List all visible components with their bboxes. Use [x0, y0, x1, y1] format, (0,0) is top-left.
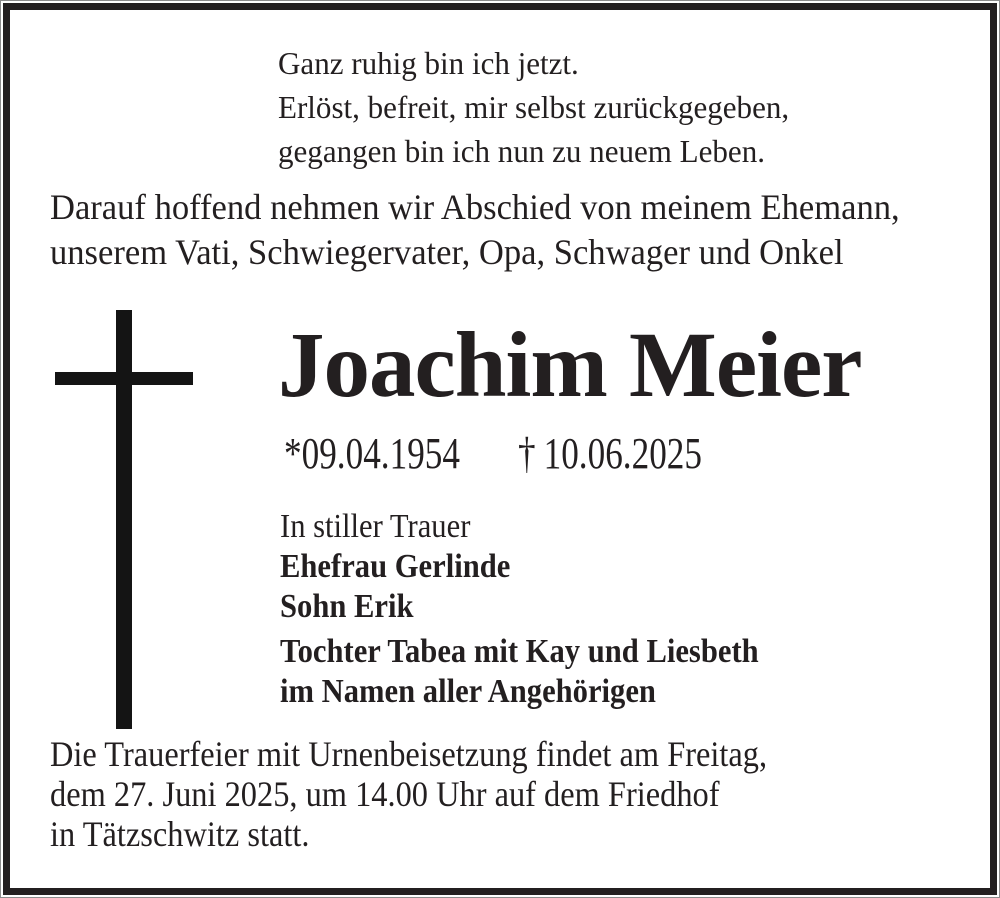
mourner-line: Sohn Erik [280, 588, 414, 625]
intro-line: Darauf hoffend nehmen wir Abschied von meinem Ehemann, [50, 187, 900, 227]
cross-horizontal-bar [55, 372, 193, 385]
funeral-info [50, 734, 767, 854]
deceased-name: Joachim Meier [278, 314, 862, 417]
birth-date-text: 09.04.1954 [301, 429, 460, 478]
poem-line: gegangen bin ich nun zu neuem Leben. [278, 133, 765, 169]
mourner-line: Ehefrau Gerlinde [280, 548, 511, 585]
birth-date [284, 429, 460, 478]
memorial-poem [278, 41, 789, 173]
farewell-intro-text [50, 185, 900, 275]
birth-star-icon: * [284, 429, 302, 478]
poem-line: Erlöst, befreit, mir selbst zurückgegeben, [278, 89, 790, 125]
death-dagger-icon: † [518, 429, 536, 478]
mourner-line: Tochter Tabea mit Kay und Liesbeth [280, 633, 759, 670]
mourner-line: im Namen aller Angehörigen [280, 673, 656, 710]
mourners-list [280, 507, 759, 712]
death-date [518, 429, 702, 478]
funeral-line: Die Trauerfeier mit Urnenbeisetzung findet am Freitag, [50, 734, 768, 774]
intro-line: unserem Vati, Schwiegervater, Opa, Schwager und Onkel [50, 232, 844, 272]
poem-line: Ganz ruhig bin ich jetzt. [278, 45, 579, 81]
funeral-line: in Tätzschwitz statt. [50, 814, 310, 854]
mourners-heading: In stiller Trauer [280, 508, 471, 545]
death-date-text: 10.06.2025 [543, 429, 702, 478]
funeral-line: dem 27. Juni 2025, um 14.00 Uhr auf dem Friedhof [50, 774, 720, 814]
